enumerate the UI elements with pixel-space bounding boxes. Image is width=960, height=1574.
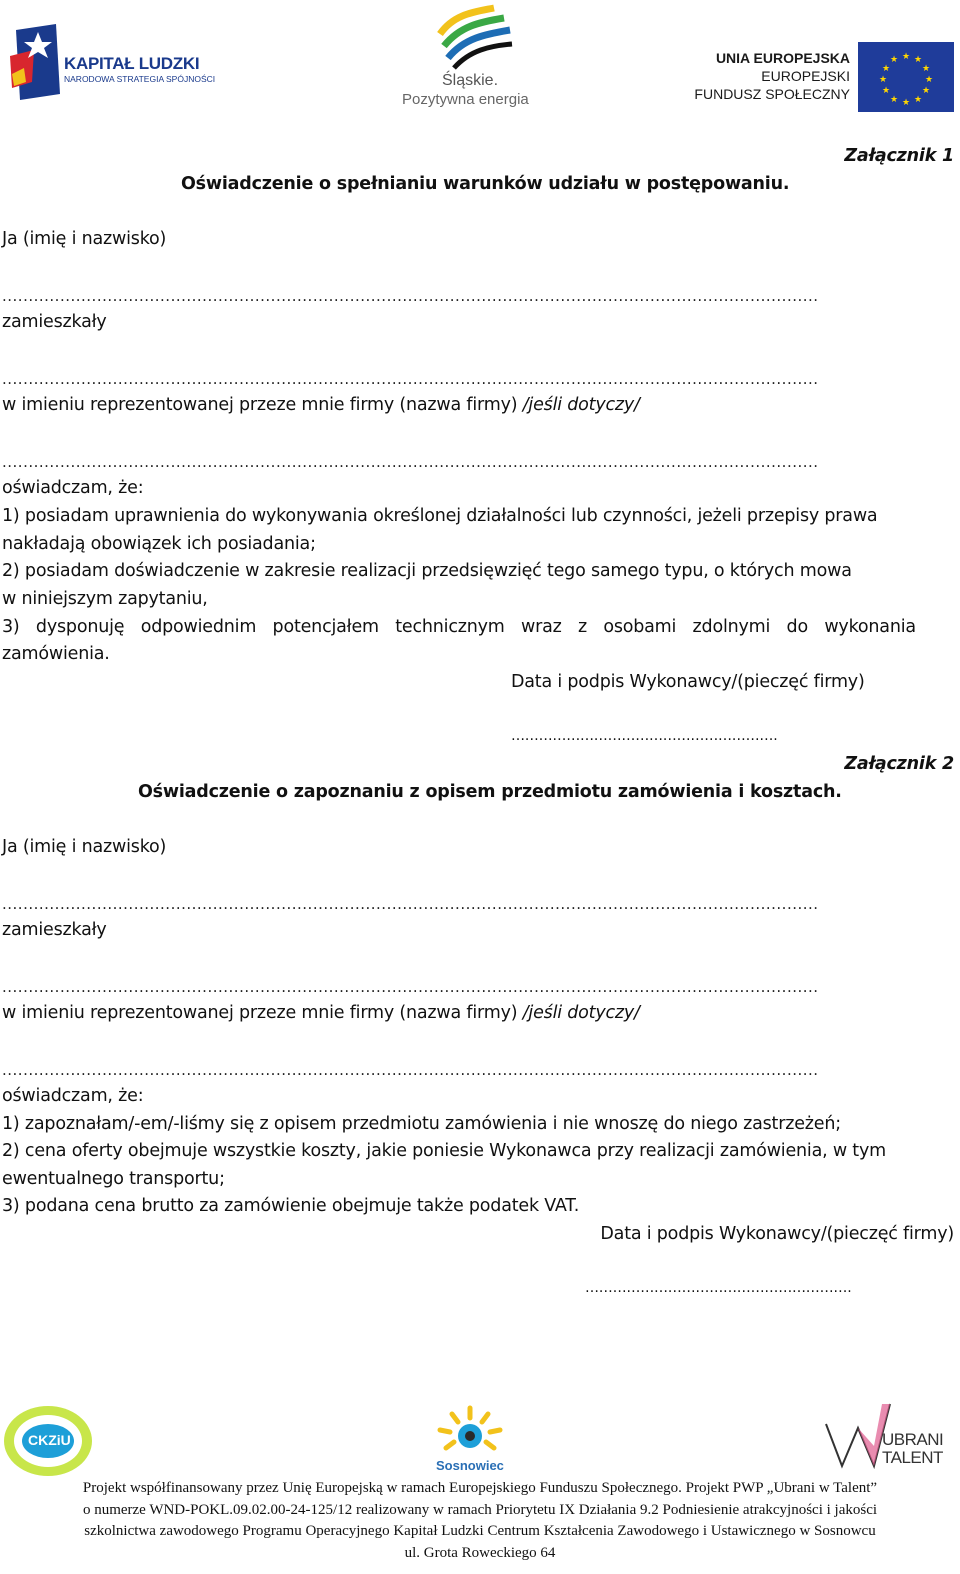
eu-line3: FUNDUSZ SPOŁECZNY — [694, 86, 850, 102]
svg-text:★: ★ — [924, 75, 934, 85]
declaration-item-3: 3) podana cena brutto za zamówienie obejmuje także podatek VAT. — [2, 1196, 580, 1216]
sosnowiec-label: Sosnowiec — [436, 1458, 504, 1473]
name-line[interactable]: ........................................................................................................................................................... — [2, 895, 819, 913]
address-line[interactable]: ........................................................................................................................................................... — [2, 370, 819, 388]
annex-2-label: Załącznik 2 — [844, 754, 954, 774]
company-label-text: w imieniu reprezentowanej przeze mnie firmy (nazwa firmy) — [2, 1003, 523, 1023]
declaration-item-1a: 1) posiadam uprawnienia do wykonywania określonej działalności lub czynności, jeżeli przepisy prawa — [2, 506, 878, 526]
declaration-item-1b: nakładają obowiązek ich posiadania; — [2, 534, 316, 554]
declaration-item-2a: 2) posiadam doświadczenie w zakresie realizacji przedsięwzięć tego samego typu, o których mowa — [2, 561, 852, 581]
declaration-item-1: 1) zapoznałam/-em/-liśmy się z opisem przedmiotu zamówienia i nie wnoszę do niego zastrzeżeń; — [2, 1114, 841, 1134]
name-label: Ja (imię i nazwisko) — [2, 837, 167, 857]
svg-text:★: ★ — [901, 98, 911, 108]
svg-text:★: ★ — [913, 95, 923, 105]
annex-1-label: Załącznik 1 — [844, 146, 954, 166]
company-note: /jeśli dotyczy/ — [522, 395, 640, 415]
ckziu-logo — [2, 1404, 94, 1478]
resident-label: zamieszkały — [2, 920, 107, 940]
declare-label: oświadczam, że: — [2, 478, 144, 498]
svg-text:★: ★ — [889, 55, 899, 65]
footer-line-4: ul. Grota Roweckiego 64 — [404, 1545, 556, 1561]
company-label — [2, 1003, 640, 1023]
ubrani-label: UBRANI — [882, 1430, 944, 1449]
kapital-ludzki-logo — [8, 24, 216, 104]
section1-title: Oświadczenie o spełnianiu warunków udziału w postępowaniu. — [181, 174, 790, 194]
signature-line[interactable]: …………………………………………………. — [585, 1280, 852, 1296]
kapital-ludzki-subtitle: NARODOWA STRATEGIA SPÓJNOŚCI — [64, 74, 216, 84]
footer-line-2: o numerze WND-POKL.09.02.00-24-125/12 realizowany w ramach Priorytetu IX Działania 9.2 Podniesienie atrakcyjności i jakości — [82, 1502, 878, 1518]
eu-logo — [694, 40, 956, 112]
name-label: Ja (imię i nazwisko) — [2, 229, 167, 249]
sosnowiec-logo — [426, 1402, 526, 1478]
signature-label: Data i podpis Wykonawcy/(pieczęć firmy) — [600, 1224, 954, 1244]
kapital-ludzki-emblem-icon — [8, 24, 68, 104]
declaration-item-2b: w niniejszym zapytaniu, — [2, 589, 208, 609]
slaskie-logo — [396, 4, 556, 112]
svg-text:★: ★ — [881, 86, 891, 96]
eu-title: UNIA EUROPEJSKA — [715, 50, 850, 66]
svg-text:★: ★ — [921, 64, 931, 74]
signature-label: Data i podpis Wykonawcy/(pieczęć firmy) — [511, 672, 865, 692]
footer-line-3: szkolnictwa zawodowego Programu Operacyjnego Kapitał Ludzki Centrum Kształcenia Zawodowego i Ustawicznego w Sosnowcu — [84, 1523, 876, 1539]
footer-line-1: Projekt współfinansowany przez Unię Europejską w ramach Europejskiego Funduszu Społecznego. Projekt PWP „Ubrani w Talent” — [82, 1480, 878, 1496]
svg-text:★: ★ — [889, 95, 899, 105]
eu-line2: EUROPEJSKI — [761, 68, 850, 84]
slaskie-waves-icon — [434, 4, 514, 74]
company-label-text: w imieniu reprezentowanej przeze mnie firmy (nazwa firmy) — [2, 395, 523, 415]
slaskie-title: Śląskie. — [442, 72, 499, 89]
declaration-item-2b: ewentualnego transportu; — [2, 1169, 225, 1189]
company-line[interactable]: ........................................................................................................................................................... — [2, 453, 819, 471]
declaration-item-2a: 2) cena oferty obejmuje wszystkie koszty, jakie poniesie Wykonawca przy realizacji zamówienia, w tym — [2, 1141, 886, 1161]
svg-text:★: ★ — [913, 55, 923, 65]
resident-label: zamieszkały — [2, 312, 107, 332]
ubrani-w-talent-logo — [824, 1400, 950, 1470]
svg-text:★: ★ — [921, 86, 931, 96]
declaration-item-3b: zamówienia. — [2, 644, 110, 664]
svg-text:★: ★ — [878, 75, 888, 85]
slaskie-subtitle: Pozytywna energia — [402, 91, 529, 108]
signature-line[interactable]: …………………………………………………. — [511, 728, 778, 744]
eu-flag-icon — [858, 42, 954, 112]
address-line[interactable]: ........................................................................................................................................................... — [2, 978, 819, 996]
talent-label: TALENT — [882, 1448, 943, 1467]
ckziu-label: CKZiU — [28, 1432, 71, 1448]
svg-text:★: ★ — [881, 64, 891, 74]
company-label — [2, 395, 640, 415]
kapital-ludzki-title: KAPITAŁ LUDZKI — [64, 54, 200, 73]
section2-title: Oświadczenie o zapoznaniu z opisem przedmiotu zamówienia i kosztach. — [138, 782, 842, 802]
declaration-item-3a: 3) dysponuję odpowiednim potencjałem technicznym wraz z osobami zdolnymi do wykonania — [2, 617, 916, 637]
sosnowiec-sun-icon — [432, 1402, 508, 1460]
declare-label: oświadczam, że: — [2, 1086, 144, 1106]
name-line[interactable]: ........................................................................................................................................................... — [2, 287, 819, 305]
company-line[interactable]: ........................................................................................................................................................... — [2, 1061, 819, 1079]
company-note: /jeśli dotyczy/ — [522, 1003, 640, 1023]
svg-text:★: ★ — [901, 52, 911, 62]
